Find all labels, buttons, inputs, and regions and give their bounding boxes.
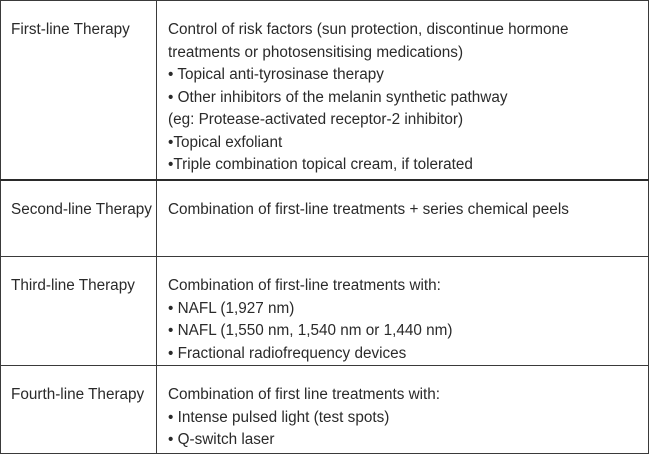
content-line: Combination of first-line treatments + series chemical peels	[168, 200, 569, 218]
content-line: •Triple combination topical cream, if tolerated	[168, 156, 473, 173]
row-label: Second-line Therapy	[1, 180, 157, 257]
content-line: • Q-switch laser	[168, 431, 275, 448]
content-line: • Topical anti-tyrosinase therapy	[168, 66, 384, 83]
content-line: • Intense pulsed light (test spots)	[168, 408, 390, 426]
table-row-fourth-line	[1, 366, 649, 454]
table-row-first-line	[1, 1, 649, 180]
table-row-second-line	[1, 180, 649, 257]
row-content	[157, 180, 649, 257]
content-line: Combination of first line treatments with:	[168, 386, 441, 403]
row-content	[157, 366, 649, 454]
table-row-third-line	[1, 257, 649, 366]
content-line: Control of risk factors (sun protection, discontinue hormone treatments or photosensitising medications)	[168, 21, 569, 61]
content-line: (eg: Protease-activated receptor-2 inhibitor)	[168, 111, 464, 128]
content-line: •Topical exfoliant	[168, 133, 283, 151]
content-line: • NAFL (1,550 nm, 1,540 nm or 1,440 nm)	[168, 322, 453, 339]
content-line: Combination of first-line treatments with:	[168, 277, 441, 294]
row-content	[157, 257, 649, 366]
row-label: Fourth-line Therapy	[1, 366, 157, 454]
content-line: • Other inhibitors of the melanin synthetic pathway	[168, 88, 508, 106]
content-line: • NAFL (1,927 nm)	[168, 299, 295, 317]
row-label: First-line Therapy	[1, 1, 157, 180]
content-line: • Fractional radiofrequency devices	[168, 344, 407, 362]
row-label: Third-line Therapy	[1, 257, 157, 366]
row-content	[157, 1, 649, 180]
